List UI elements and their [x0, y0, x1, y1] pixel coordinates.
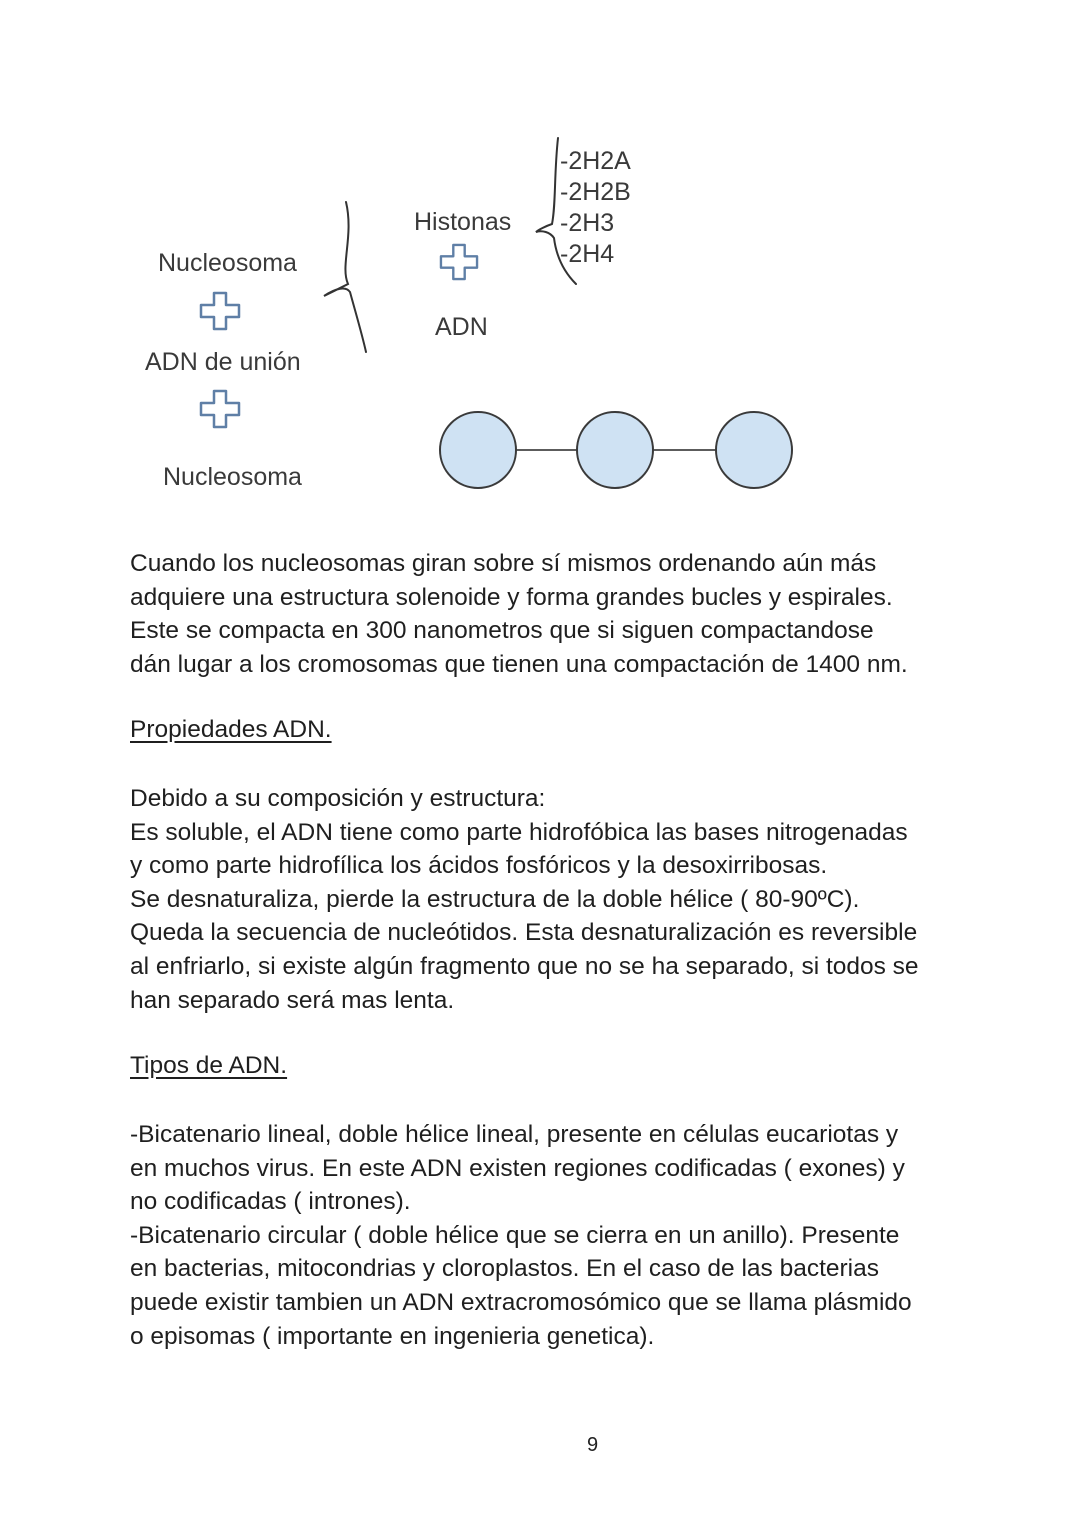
text-line: adquiere una estructura solenoide y forma grandes bucles y espirales. — [130, 583, 893, 611]
text-line: y como parte hidrofílica los ácidos fosfóricos y la desoxirribosas. — [130, 852, 828, 880]
adn-de-union-label: ADN de unión — [145, 348, 301, 376]
types-paragraph — [130, 1118, 990, 1353]
nucleosome-bead — [577, 412, 653, 488]
nucleosoma-label-top: Nucleosoma — [158, 249, 297, 277]
text-line: Es soluble, el ADN tiene como parte hidrofóbica las bases nitrogenadas — [130, 818, 908, 846]
text-line: al enfriarlo, si existe algún fragmento que no se ha separado, si todos se — [130, 952, 919, 980]
plus-icon — [438, 243, 480, 281]
adn-label: ADN — [435, 313, 488, 341]
text-line: Cuando los nucleosomas giran sobre sí mismos ordenando aún más — [130, 550, 877, 577]
text-line: dán lugar a los cromosomas que tienen una compactación de 1400 nm. — [130, 650, 908, 678]
text-line: -Bicatenario circular ( doble hélice que se cierra en un anillo). Presente — [130, 1221, 900, 1249]
propiedades-heading: Propiedades ADN. — [130, 716, 332, 743]
text-line: o episomas ( importante en ingenieria genetica). — [130, 1322, 655, 1350]
nucleosoma-label-bottom: Nucleosoma — [163, 463, 302, 491]
text-line: en bacterias, mitocondrias y cloroplastos. En el caso de las bacterias — [130, 1255, 879, 1283]
nucleosome-bead — [440, 412, 516, 488]
tipos-heading: Tipos de ADN. — [130, 1052, 288, 1079]
text-line: -Bicatenario lineal, doble hélice lineal, presente en células eucariotas y — [130, 1121, 899, 1148]
plus-icon — [199, 389, 241, 429]
text-line: Debido a su composición y estructura: — [130, 785, 546, 812]
nucleosome-bead — [716, 412, 792, 488]
nucleosome-diagram — [0, 0, 1080, 520]
text-line: Este se compacta en 300 nanometros que si siguen compactandose — [130, 617, 874, 645]
text-line: Queda la secuencia de nucleótidos. Esta desnaturalización es reversible — [130, 919, 918, 947]
plus-icon — [199, 291, 241, 331]
text-line: en muchos virus. En este ADN existen regiones codificadas ( exones) y — [130, 1154, 905, 1182]
histone-item: -2H3 — [560, 209, 615, 237]
text-line: Se desnaturaliza, pierde la estructura de la doble hélice ( 80-90ºC). — [130, 885, 860, 913]
beads-on-string — [430, 400, 800, 500]
text-line: no codificadas ( intrones). — [130, 1188, 411, 1216]
curly-brace-icon — [318, 196, 374, 358]
histone-item: -2H2A — [560, 147, 631, 175]
page-number: 9 — [586, 1434, 599, 1456]
properties-paragraph — [130, 782, 990, 1017]
histone-item: -2H4 — [560, 240, 615, 268]
histonas-label: Histonas — [414, 208, 512, 236]
text-line: han separado será mas lenta. — [130, 986, 455, 1014]
histone-item: -2H2B — [560, 178, 631, 206]
histone-list — [560, 146, 631, 270]
solenoid-paragraph — [130, 547, 990, 681]
text-line: puede existir tambien un ADN extracromosómico que se llama plásmido — [130, 1288, 912, 1316]
